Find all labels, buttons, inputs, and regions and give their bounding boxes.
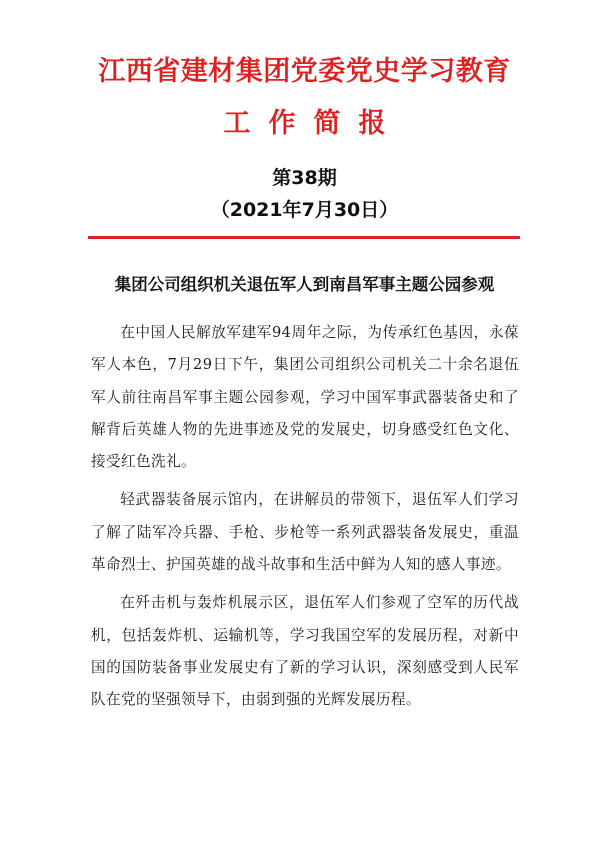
bulletin-masthead-subtitle: 工作简报	[223, 108, 404, 139]
article-body	[91, 317, 519, 723]
bulletin-masthead-title: 江西省建材集团党委党史学习教育	[98, 56, 511, 87]
article-paragraph: 在中国人民解放军建军94周年之际，为传承红色基因，永葆军人本色，7月29日下午，集团公司组织公司机关二十余名退伍军人前往南昌军事主题公园参观，学习中国军事武器装备史和了解背后英雄人物的先进事迹及党的发展史，切身感受红色文化、接受红色洗礼。	[91, 324, 519, 471]
issue-date: （2021年7月30日）	[210, 199, 399, 221]
issue-number: 第38期	[272, 167, 337, 189]
article-paragraph: 在歼击机与轰炸机展示区，退伍军人们参观了空军的历代战机，包括轰炸机、运输机等，学习我国空军的发展历程，对新中国的国防装备事业发展史有了新的学习认识，深刻感受到人民军队在党的坚强领导下，由弱到强的光辉发展历程。	[91, 594, 519, 709]
article-title: 集团公司组织机关退伍军人到南昌军事主题公园参观	[114, 275, 495, 294]
article-paragraph: 轻武器装备展示馆内，在讲解员的带领下，退伍军人们学习了解了陆军冷兵器、手枪、步枪等一系列武器装备发展史，重温革命烈士、护国英雄的战斗故事和生活中鲜为人知的感人事迹。	[91, 491, 519, 574]
red-divider-line	[88, 236, 520, 239]
